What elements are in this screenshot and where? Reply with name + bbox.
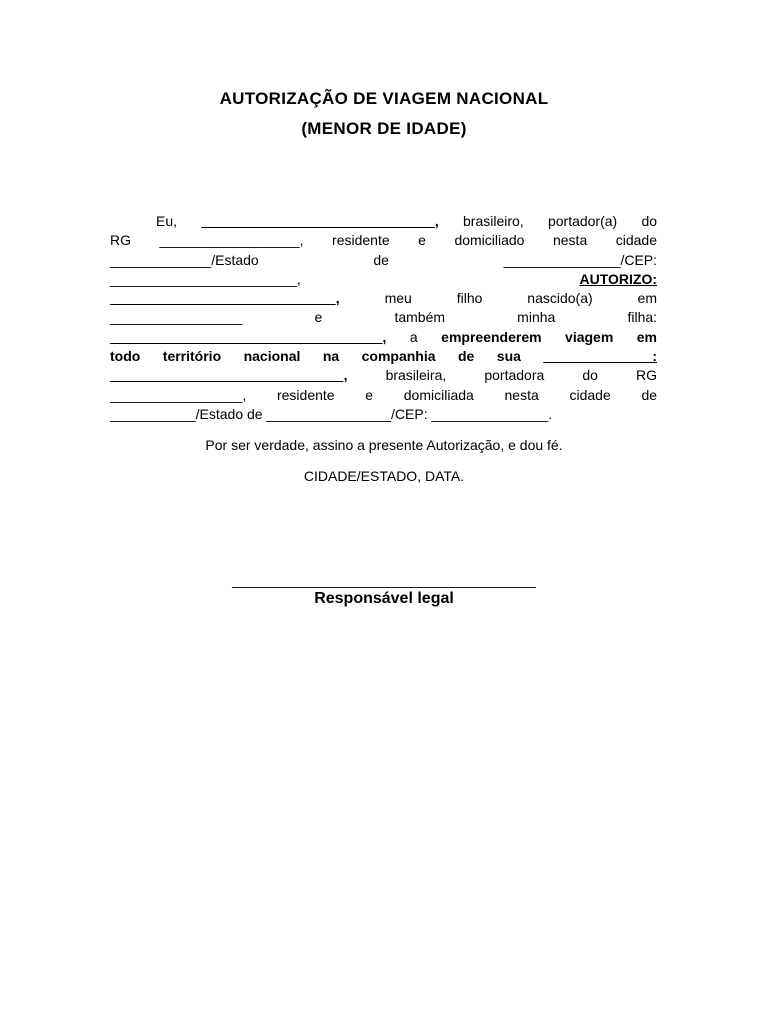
paragraph-line: [110, 270, 657, 289]
paragraph-line: [110, 386, 657, 405]
text-fragment: na: [322, 348, 340, 365]
text-fragment: filha:: [627, 309, 658, 326]
document-title: AUTORIZAÇÃO DE VIAGEM NACIONAL: [219, 89, 549, 108]
cep-blank: ________________________,: [110, 270, 301, 287]
text-fragment: meu: [384, 290, 412, 307]
text-fragment: brasileiro,: [463, 213, 524, 229]
text-fragment: minha: [517, 309, 556, 326]
text-fragment: de: [641, 386, 658, 403]
paragraph-line: [110, 251, 657, 270]
text-fragment: nesta: [504, 386, 539, 403]
companion-relation-blank: ______________:: [543, 348, 658, 365]
paragraph-line: [110, 212, 657, 231]
paragraph-line: [110, 347, 657, 366]
daughter-name-blank: ___________________________________,: [110, 328, 387, 345]
text-fragment: e: [418, 232, 426, 249]
paragraph-line: [110, 366, 657, 385]
paragraph-line: [110, 289, 657, 308]
text-fragment: residente: [276, 386, 335, 403]
name-blank: ______________________________,: [201, 213, 439, 229]
text-fragment: a: [409, 328, 418, 345]
text-fragment: de: [373, 251, 389, 268]
city-state-blank: _____________/Estado: [110, 251, 259, 268]
paragraph-line: [110, 308, 657, 327]
travel-clause: empreenderem viagem em: [441, 328, 657, 345]
text-fragment: brasileira,: [385, 367, 447, 384]
text-fragment: também: [394, 309, 446, 326]
signature-line: _______________________________________: [232, 572, 536, 588]
text-fragment: nacional: [243, 348, 301, 365]
text-fragment: nesta: [552, 232, 588, 249]
birthdate-blank: _________________: [110, 309, 243, 326]
authorize-keyword: AUTORIZO:: [579, 270, 657, 287]
companion-address-blank: ___________/Estado de ________________/CEP: _______________.: [110, 405, 553, 422]
rg-blank: __________________,: [159, 232, 304, 249]
signature-label: Responsável legal: [314, 590, 454, 607]
text-fragment: todo: [110, 348, 141, 365]
text-fragment: companhia: [361, 348, 436, 365]
son-name-blank: _____________________________,: [110, 290, 340, 307]
text-fragment: filho: [456, 290, 483, 307]
text-fragment: cidade: [615, 232, 657, 249]
text-fragment: residente: [332, 232, 390, 249]
paragraph-line: [110, 405, 657, 424]
authorization-paragraph: [110, 212, 657, 424]
text-fragment: RG: [636, 367, 658, 384]
paragraph-line: [110, 231, 657, 250]
text-fragment: Eu,: [156, 213, 178, 229]
text-fragment: portadora: [484, 367, 545, 384]
text-fragment: do: [582, 367, 598, 384]
declaration-text: Por ser verdade, assino a presente Autorização, e dou fé.: [205, 437, 563, 453]
text-fragment: sua: [496, 348, 521, 365]
text-fragment: domiciliado: [454, 232, 525, 249]
text-fragment: e: [365, 386, 374, 403]
text-fragment: de: [457, 348, 475, 365]
companion-rg-blank: _________________,: [110, 386, 247, 403]
paragraph-line: [110, 328, 657, 347]
text-fragment: portador(a): [547, 213, 618, 229]
text-fragment: do: [641, 213, 658, 229]
text-fragment: cidade: [569, 386, 611, 403]
cep-blank: _______________/CEP:: [503, 251, 658, 268]
text-fragment: em: [637, 290, 657, 307]
text-fragment: nascido(a): [527, 290, 593, 307]
place-date-text: CIDADE/ESTADO, DATA.: [303, 468, 465, 484]
text-fragment: território: [162, 348, 222, 365]
text-fragment: RG: [110, 232, 131, 249]
companion-name-blank: ______________________________,: [110, 367, 348, 384]
text-fragment: domiciliada: [403, 386, 474, 403]
text-fragment: e: [314, 309, 323, 326]
document-subtitle: (MENOR DE IDADE): [301, 119, 467, 138]
